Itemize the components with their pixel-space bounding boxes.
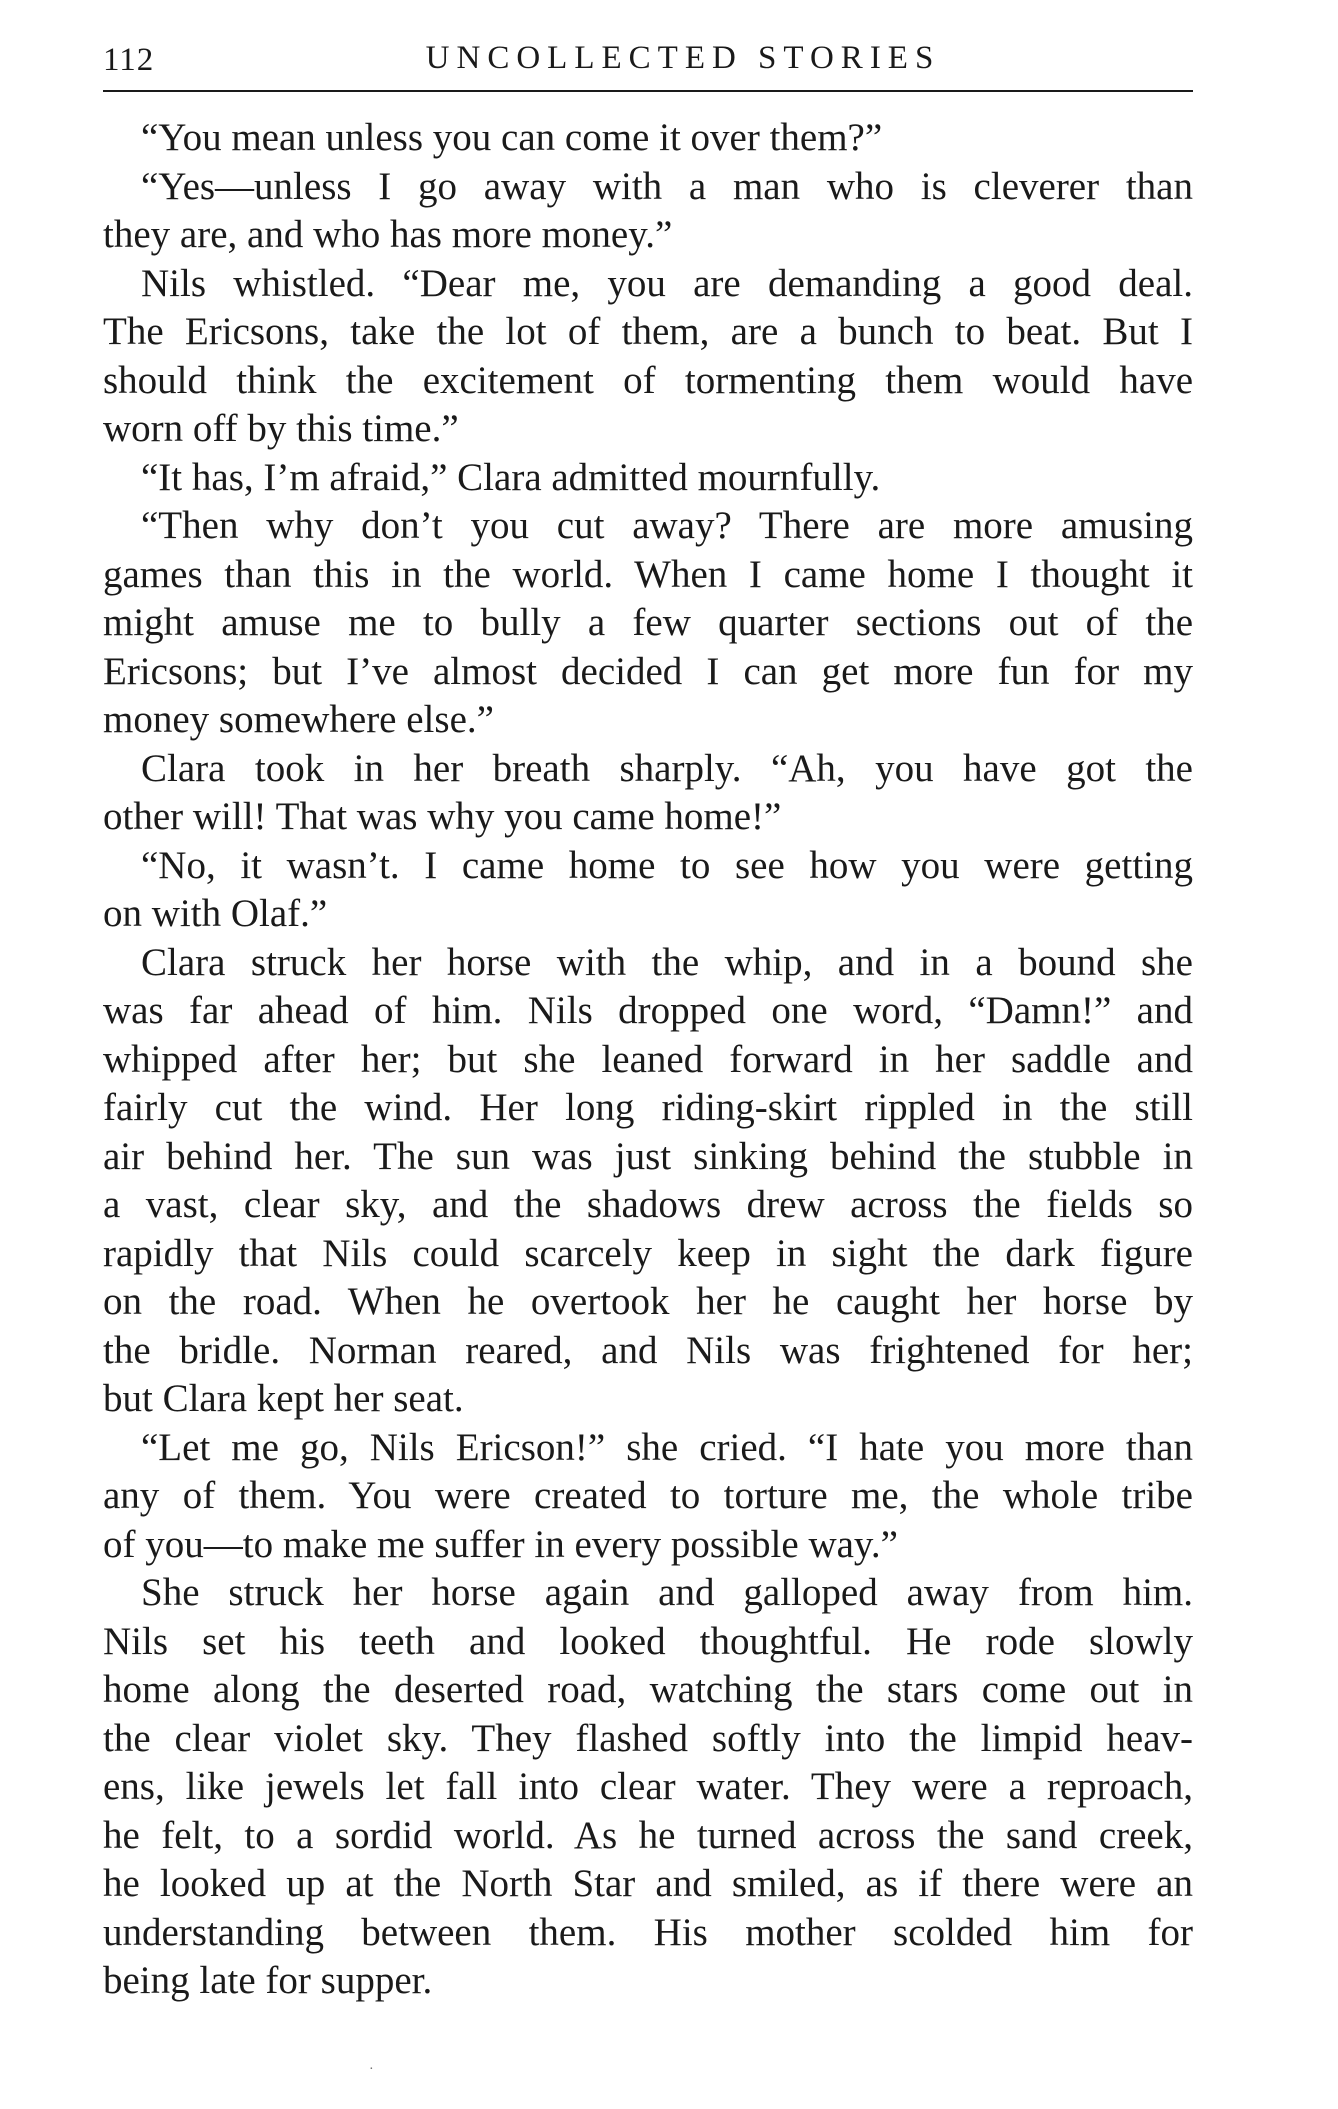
- text-line: he looked up at the North Star and smiled, as if there were an: [103, 1862, 1193, 1905]
- header-rule: [103, 90, 1193, 92]
- running-title: UNCOLLECTED STORIES: [425, 40, 941, 76]
- text-line: of you—to make me suffer in every possible way.”: [103, 1522, 898, 1566]
- text-line: might amuse me to bully a few quarter sections out of the: [103, 601, 1193, 644]
- text-line: “Let me go, Nils Ericson!” she cried. “I hate you more than: [141, 1425, 1193, 1469]
- text-line: the clear violet sky. They flashed softly into the limpid heav-: [103, 1716, 1193, 1760]
- text-line: they are, and who has more money.”: [103, 213, 673, 256]
- text-line: ens, like jewels let fall into clear water. They were a reproach,: [103, 1765, 1193, 1808]
- text-line: the bridle. Norman reared, and Nils was frightened for her;: [103, 1328, 1193, 1372]
- text-line: money somewhere else.”: [103, 698, 494, 741]
- text-line: Ericsons; but I’ve almost decided I can get more fun for my: [103, 649, 1193, 693]
- stray-mark: ·: [369, 2062, 374, 2077]
- running-head: [103, 34, 1193, 86]
- text-line: a vast, clear sky, and the shadows drew across the fields so: [103, 1183, 1193, 1226]
- body-text: [103, 114, 1193, 2006]
- text-line: should think the excitement of tormenting them would have: [103, 358, 1193, 402]
- text-line: games than this in the world. When I came home I thought it: [103, 552, 1193, 596]
- text-line: was far ahead of him. Nils dropped one word, “Damn!” and: [103, 989, 1193, 1032]
- text-line: The Ericsons, take the lot of them, are a bunch to beat. But I: [103, 310, 1193, 353]
- text-line: fairly cut the wind. Her long riding-skirt rippled in the still: [103, 1086, 1193, 1129]
- text-line: Nils set his teeth and looked thoughtful. He rode slowly: [103, 1619, 1193, 1663]
- text-line: but Clara kept her seat.: [103, 1377, 464, 1420]
- text-line: whipped after her; but she leaned forward in her saddle and: [103, 1037, 1193, 1081]
- text-line: being late for supper.: [103, 1959, 433, 2002]
- text-line: home along the deserted road, watching the stars come out in: [103, 1668, 1193, 1711]
- text-line: “You mean unless you can come it over them?”: [141, 116, 883, 159]
- text-line: She struck her horse again and galloped away from him.: [141, 1571, 1193, 1614]
- text-line: understanding between them. His mother scolded him for: [103, 1910, 1193, 1954]
- text-line: on the road. When he overtook her he caught her horse by: [103, 1280, 1193, 1323]
- text-line: Clara took in her breath sharply. “Ah, you have got the: [141, 746, 1193, 790]
- text-line: any of them. You were created to torture me, the whole tribe: [103, 1474, 1193, 1517]
- text-line: Nils whistled. “Dear me, you are demanding a good deal.: [141, 261, 1193, 305]
- text-line: “It has, I’m afraid,” Clara admitted mournfully.: [141, 455, 881, 499]
- text-line: he felt, to a sordid world. As he turned across the sand creek,: [103, 1813, 1193, 1857]
- text-line: on with Olaf.”: [103, 892, 328, 935]
- text-line: rapidly that Nils could scarcely keep in sight the dark figure: [103, 1231, 1193, 1275]
- text-line: other will! That was why you came home!”: [103, 795, 782, 838]
- text-line: air behind her. The sun was just sinking behind the stubble in: [103, 1134, 1193, 1178]
- text-line: “No, it wasn’t. I came home to see how you were getting: [141, 843, 1193, 887]
- text-line: worn off by this time.”: [103, 407, 459, 450]
- text-line: Clara struck her horse with the whip, and in a bound she: [141, 940, 1193, 984]
- page-number: 112: [103, 42, 155, 78]
- text-line: “Yes—unless I go away with a man who is cleverer than: [141, 164, 1193, 208]
- text-line: “Then why don’t you cut away? There are more amusing: [141, 504, 1193, 547]
